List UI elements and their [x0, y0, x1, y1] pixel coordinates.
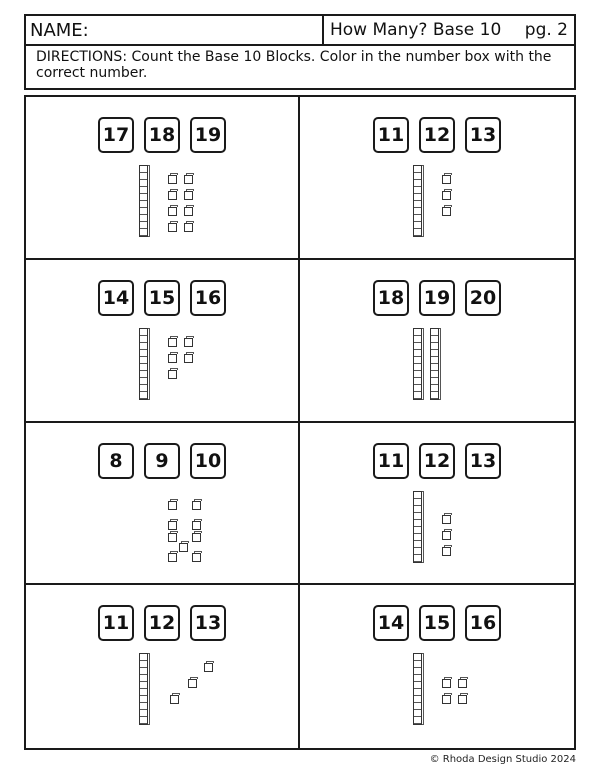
unit-cube [184, 175, 193, 184]
unit-cube [458, 679, 467, 688]
base10-blocks [300, 165, 574, 245]
number-box[interactable]: 12 [144, 605, 180, 641]
problem-cell [26, 97, 300, 260]
base10-blocks [26, 653, 298, 733]
number-box[interactable]: 18 [373, 280, 409, 316]
unit-cube [192, 501, 201, 510]
ten-rod [430, 328, 439, 400]
unit-cube [192, 553, 201, 562]
choice-row [26, 443, 298, 479]
ten-rod [413, 165, 422, 237]
worksheet-header [24, 14, 576, 46]
number-box[interactable]: 9 [144, 443, 180, 479]
unit-cube [184, 223, 193, 232]
problem-cell [26, 423, 300, 586]
name-field[interactable] [26, 16, 324, 44]
unit-cube [442, 515, 451, 524]
number-box[interactable]: 13 [465, 443, 501, 479]
base10-blocks [300, 328, 574, 408]
number-box[interactable]: 12 [419, 117, 455, 153]
number-box[interactable]: 11 [98, 605, 134, 641]
unit-cube [442, 207, 451, 216]
base10-blocks [26, 165, 298, 245]
unit-cube [170, 695, 179, 704]
choice-row [26, 605, 298, 641]
problem-cell [300, 585, 574, 748]
unit-cube [168, 338, 177, 347]
unit-cube [184, 191, 193, 200]
unit-cube [442, 695, 451, 704]
problem-cell [26, 260, 300, 423]
unit-cube [442, 191, 451, 200]
unit-cube [192, 533, 201, 542]
worksheet-title: How Many? Base 10 [330, 20, 502, 40]
number-box[interactable]: 15 [144, 280, 180, 316]
unit-cube [442, 175, 451, 184]
ten-rod [413, 491, 422, 563]
ten-rod [139, 653, 148, 725]
unit-cube [192, 521, 201, 530]
number-box[interactable]: 19 [419, 280, 455, 316]
number-box[interactable]: 8 [98, 443, 134, 479]
number-box[interactable]: 13 [190, 605, 226, 641]
number-box[interactable]: 12 [419, 443, 455, 479]
number-box[interactable]: 20 [465, 280, 501, 316]
number-box[interactable]: 10 [190, 443, 226, 479]
base10-blocks [300, 653, 574, 733]
number-box[interactable]: 19 [190, 117, 226, 153]
unit-cube [442, 679, 451, 688]
number-box[interactable]: 16 [190, 280, 226, 316]
ten-rod [413, 653, 422, 725]
unit-cube [184, 354, 193, 363]
unit-cube [184, 207, 193, 216]
directions: DIRECTIONS: Count the Base 10 Blocks. Color in the number box with the correct number. [24, 46, 576, 90]
problem-cell [300, 260, 574, 423]
number-box[interactable]: 15 [419, 605, 455, 641]
name-label: NAME: [30, 19, 89, 41]
unit-cube [168, 370, 177, 379]
choice-row [300, 280, 574, 316]
unit-cube [458, 695, 467, 704]
unit-cube [179, 543, 188, 552]
number-box[interactable]: 18 [144, 117, 180, 153]
unit-cube [168, 191, 177, 200]
ten-rod [139, 165, 148, 237]
number-box[interactable]: 17 [98, 117, 134, 153]
base10-blocks [300, 491, 574, 571]
unit-cube [184, 338, 193, 347]
number-box[interactable]: 14 [373, 605, 409, 641]
problem-cell [300, 97, 574, 260]
number-box[interactable]: 11 [373, 117, 409, 153]
number-box[interactable]: 14 [98, 280, 134, 316]
choice-row [26, 280, 298, 316]
choice-row [300, 605, 574, 641]
ten-rod [139, 328, 148, 400]
ten-rod [413, 328, 422, 400]
choice-row [26, 117, 298, 153]
unit-cube [188, 679, 197, 688]
choice-row [300, 117, 574, 153]
copyright-footer: © Rhoda Design Studio 2024 [429, 754, 576, 765]
page-number: pg. 2 [524, 20, 568, 40]
unit-cube [168, 207, 177, 216]
number-box[interactable]: 11 [373, 443, 409, 479]
unit-cube [168, 553, 177, 562]
unit-cube [168, 501, 177, 510]
problem-cell [26, 585, 300, 748]
base10-blocks [26, 328, 298, 408]
number-box[interactable]: 16 [465, 605, 501, 641]
title-cell [324, 16, 574, 44]
unit-cube [168, 354, 177, 363]
number-box[interactable]: 13 [465, 117, 501, 153]
unit-cube [168, 521, 177, 530]
choice-row [300, 443, 574, 479]
unit-cube [168, 223, 177, 232]
problem-grid [24, 95, 576, 750]
problem-cell [300, 423, 574, 586]
base10-blocks [26, 491, 298, 571]
unit-cube [168, 533, 177, 542]
unit-cube [204, 663, 213, 672]
unit-cube [168, 175, 177, 184]
unit-cube [442, 531, 451, 540]
unit-cube [442, 547, 451, 556]
